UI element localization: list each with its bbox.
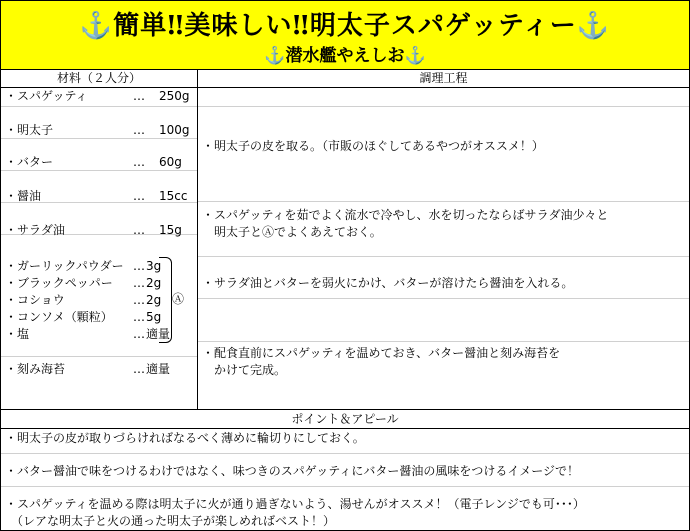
ingredient-name: ・刻み海苔 bbox=[5, 362, 66, 376]
step-text: かけて完成。 bbox=[202, 363, 287, 377]
gridline bbox=[198, 298, 689, 299]
step-text: ・配食直前にスパゲッティを温めておき、バター醤油と刻み海苔を bbox=[202, 346, 561, 360]
point-text: ・スパゲッティを温める際は明太子に火が通り過ぎないよう、湯せんがオススメ！（電子レンジでも可･･･） bbox=[5, 497, 585, 511]
ingredient-name: ・塩 bbox=[5, 327, 30, 341]
points-heading: ポイント＆アピール bbox=[291, 412, 399, 426]
ingredient-dots: … bbox=[133, 310, 145, 324]
gridline bbox=[198, 256, 689, 257]
point-text: ・バター醤油で味をつけるわけではなく、味つきのスパゲッティにバター醤油の風味をつけるイメージで！ bbox=[5, 464, 579, 478]
ingredient-dots: … bbox=[133, 89, 145, 103]
ingredient-dots: … bbox=[133, 223, 145, 237]
gridline bbox=[198, 341, 689, 342]
ingredient-dots: … bbox=[133, 276, 145, 290]
gridline bbox=[1, 453, 689, 454]
ingredient-name: ・ブラックペッパー bbox=[5, 276, 113, 290]
ingredient-amount: 適量 bbox=[146, 327, 171, 341]
ingredient-dots: … bbox=[133, 293, 145, 307]
ingredient-dots: … bbox=[133, 259, 145, 273]
ingredient-dots: … bbox=[133, 123, 145, 137]
author-subtitle: ⚓潜水艦やえしお⚓ bbox=[264, 46, 426, 66]
gridline bbox=[198, 201, 689, 202]
steps-column-header: 調理工程 bbox=[198, 70, 689, 88]
ingredient-dots: … bbox=[133, 362, 145, 376]
ingredient-name: ・コショウ bbox=[5, 293, 65, 307]
gridline bbox=[1, 106, 197, 107]
column-divider bbox=[197, 70, 198, 409]
seasoning-group-mark: Ⓐ bbox=[172, 292, 185, 306]
ingredient-amount: 60g bbox=[159, 155, 182, 169]
point-text: （レアな明太子と火の通った明太子が楽しめればベスト！） bbox=[5, 514, 336, 528]
step-text: ・スパゲッティを茹でよく流水で冷やし、水を切ったならばサラダ油少々と bbox=[202, 208, 609, 222]
ingredient-amount: 250g bbox=[159, 89, 190, 103]
ingredient-amount: 3g bbox=[146, 259, 162, 273]
ingredient-name: ・コンソメ（顆粒） bbox=[5, 310, 113, 324]
ingredient-amount: 5g bbox=[146, 310, 162, 324]
point-text: ・明太子の皮が取りづらければなるべく薄めに輪切りにしておく。 bbox=[5, 431, 365, 445]
ingredient-dots: … bbox=[133, 327, 145, 341]
ingredient-amount: 15g bbox=[159, 223, 182, 237]
ingredient-dots: … bbox=[133, 189, 145, 203]
step-text: ・サラダ油とバターを弱火にかけ、バターが溶けたら醤油を入れる。 bbox=[202, 276, 574, 290]
ingredient-amount: 15cc bbox=[159, 189, 188, 203]
ingredient-name: ・醤油 bbox=[5, 189, 42, 203]
ingredient-amount: 100g bbox=[159, 123, 190, 137]
ingredient-amount: 2g bbox=[146, 276, 162, 290]
page-title: ⚓簡単‼美味しい‼明太子スパゲッティー⚓ bbox=[79, 11, 611, 41]
ingredients-column-header: 材料（２人分） bbox=[1, 70, 197, 88]
step-text: ・明太子の皮を取る。（市販のほぐしてあるやつがオススメ！） bbox=[202, 139, 544, 153]
ingredient-amount: 2g bbox=[146, 293, 162, 307]
gridline bbox=[1, 486, 689, 487]
title-banner bbox=[1, 1, 689, 70]
ingredient-dots: … bbox=[133, 155, 145, 169]
step-text: 明太子とⒶでよくあえておく。 bbox=[202, 225, 382, 239]
gridline bbox=[198, 106, 689, 107]
gridline bbox=[1, 356, 197, 357]
ingredient-name: ・明太子 bbox=[5, 123, 54, 137]
ingredient-name: ・サラダ油 bbox=[5, 223, 65, 237]
ingredient-amount: 適量 bbox=[146, 362, 171, 376]
seasoning-group-bracket bbox=[159, 257, 172, 343]
ingredient-name: ・ガーリックパウダー bbox=[5, 259, 124, 273]
ingredient-name: ・バター bbox=[5, 155, 54, 169]
ingredient-name: ・スパゲッティ bbox=[5, 89, 88, 103]
